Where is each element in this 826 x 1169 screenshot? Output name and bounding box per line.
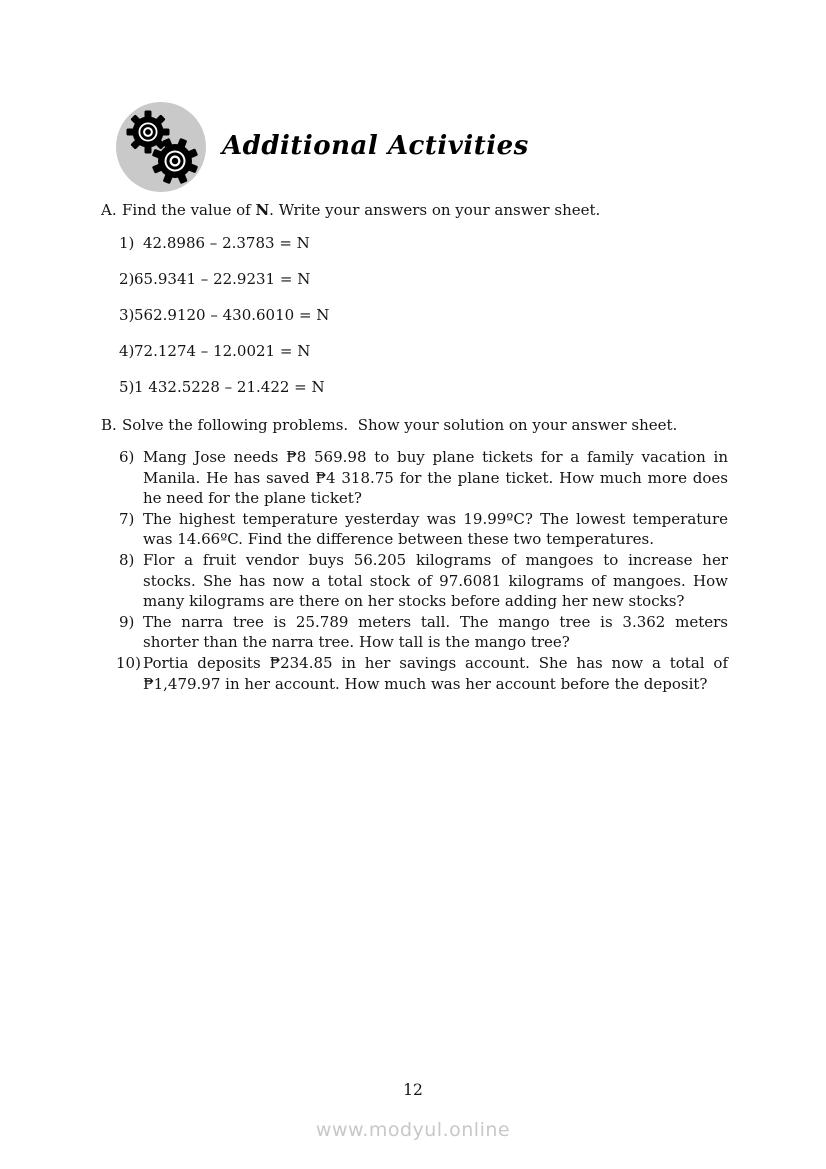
problem-equation: 1 432.5228 – 21.422 = N (134, 378, 325, 396)
instruction-text-after: . Write your answers on your answer sheet. (269, 201, 601, 219)
problem-item-9 (119, 612, 728, 653)
section-b-label: B. (101, 416, 117, 434)
problem-text: Mang Jose needs ₱8 569.98 to buy plane tickets for a family vacation in Manila. He has saved ₱4 318.75 for the plane ticket. How much more does he need for the plane ticket? (143, 448, 728, 508)
problem-text: The narra tree is 25.789 meters tall. The mango tree is 3.362 meters shorter than the narra tree. How tall is the mango tree? (143, 612, 728, 652)
section-a-instruction (101, 201, 761, 219)
problem-item-8 (119, 550, 728, 612)
section-a-label: A. (101, 201, 117, 219)
problem-number: 8) (119, 550, 135, 569)
problem-equation: 562.9120 – 430.6010 = N (134, 306, 330, 324)
problem-number: 9) (119, 612, 135, 631)
problem-item-2 (119, 271, 619, 287)
page-title: Additional Activities (222, 131, 529, 161)
problem-equation: 42.8986 – 2.3783 = N (143, 234, 310, 252)
problem-number: 7) (119, 509, 135, 528)
problem-item-6 (119, 447, 728, 509)
section-b-problems (116, 447, 728, 694)
problem-item-5 (119, 379, 619, 395)
problem-item-4 (119, 343, 619, 359)
problem-item-1 (119, 235, 619, 251)
instruction-variable-n: N (255, 201, 270, 219)
problem-equation: 72.1274 – 12.0021 = N (134, 342, 311, 360)
page-number: 12 (403, 1081, 423, 1099)
problem-number: 2) (119, 270, 135, 288)
gears-icon (115, 101, 207, 193)
instruction-text-before: Find the value of (122, 201, 256, 219)
problem-number: 6) (119, 448, 135, 466)
problem-number: 10) (116, 653, 141, 672)
problem-text: Flor a fruit vendor buys 56.205 kilograms of mangoes to increase her stocks. She has now a total stock of 97.6081 kilograms of mangoes. How many kilograms are there on her stocks before adding her new stocks? (143, 550, 728, 611)
problem-number: 4) (119, 342, 135, 360)
problem-item-10 (116, 653, 728, 694)
problem-item-3 (119, 307, 619, 323)
problem-equation: 65.9341 – 22.9231 = N (134, 270, 311, 288)
problem-number: 3) (119, 306, 135, 324)
problem-text: The highest temperature yesterday was 19.99ºC? The lowest temperature was 14.66ºC. Find the difference between these two temperatures. (143, 509, 728, 549)
section-a-instruction-text (122, 201, 761, 219)
section-a-problems (119, 235, 619, 415)
problem-text: Portia deposits ₱234.85 in her savings account. She has now a total of ₱1,479.97 in her account. How much was her account before the deposit? (143, 653, 728, 693)
problem-number: 1) (119, 234, 135, 252)
section-b-instruction-text: Solve the following problems. Show your solution on your answer sheet. (122, 416, 678, 434)
section-b-instruction (101, 416, 761, 434)
watermark: www.modyul.online (315, 1119, 511, 1141)
problem-item-7 (119, 509, 728, 550)
problem-number: 5) (119, 378, 135, 396)
